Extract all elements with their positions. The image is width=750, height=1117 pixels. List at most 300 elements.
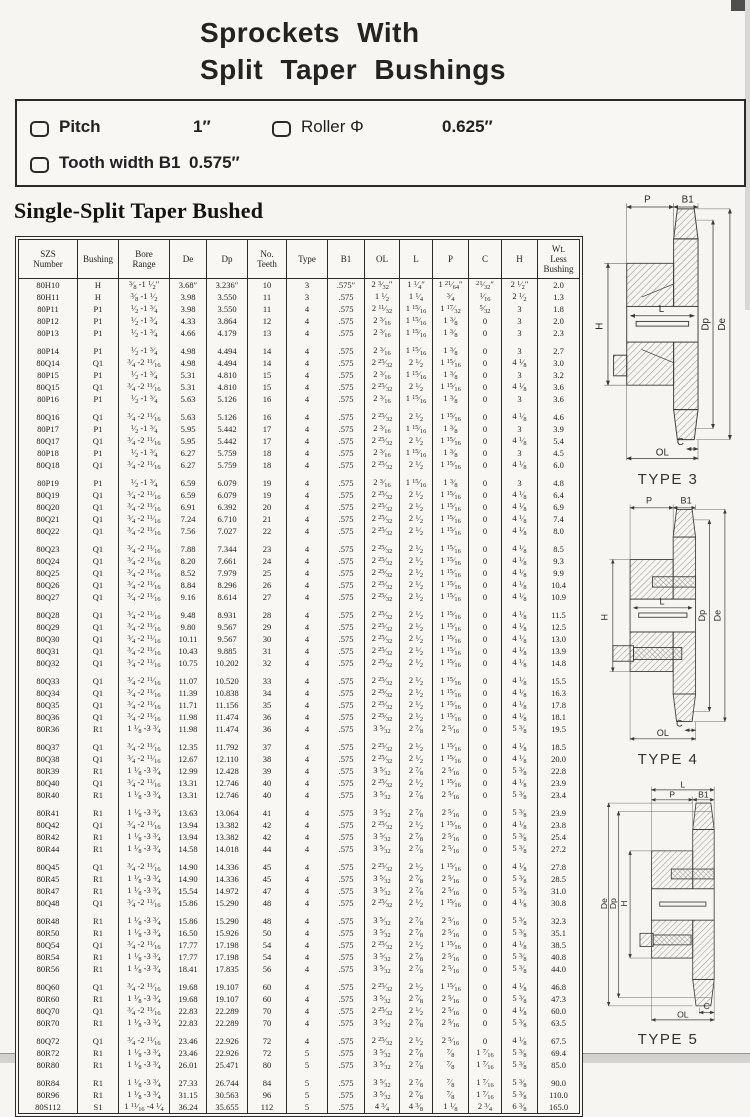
- table-cell: 0: [469, 963, 502, 975]
- table-cell: 2 1⁄2: [400, 543, 433, 555]
- table-cell: 0: [469, 699, 502, 711]
- table-cell: 14.336: [207, 861, 248, 873]
- table-cell: 70: [248, 1005, 287, 1017]
- table-cell: 13.63: [170, 807, 207, 819]
- table-cell: Q1: [78, 777, 119, 789]
- table-cell: 1 1⁄8 -3 3⁄4: [119, 1017, 170, 1029]
- table-cell: 3 5⁄32: [365, 831, 400, 843]
- table-cell: 20: [248, 501, 287, 513]
- table-row: [19, 567, 580, 579]
- table-cell: 80Q40: [36, 777, 60, 788]
- table-cell: 80P14: [37, 345, 59, 356]
- table-cell: 1.8: [538, 303, 580, 315]
- table-cell: 80Q42: [36, 819, 60, 830]
- table-cell: 5: [287, 1101, 328, 1114]
- table-cell: 2 1⁄2: [400, 819, 433, 831]
- table-cell: 0: [469, 411, 502, 423]
- table-cell: 80R47: [36, 885, 60, 896]
- table-cell: Q1: [78, 621, 119, 633]
- table-cell: 14.336: [207, 873, 248, 885]
- table-cell: 4.494: [207, 357, 248, 369]
- table-cell: 4 3⁄8: [400, 1101, 433, 1114]
- table-cell: 80: [248, 1059, 287, 1071]
- table-cell: $^1⁄_2$ -1 $^3⁄_4$: [119, 369, 170, 381]
- table-cell: 2 1⁄2: [400, 711, 433, 723]
- table-row: [19, 765, 580, 777]
- table-cell: 0: [469, 369, 502, 381]
- table-cell: 13.382: [207, 819, 248, 831]
- table-cell: 2 7⁄8: [400, 915, 433, 927]
- table-cell: 80P18: [37, 447, 59, 458]
- table-cell: 23.4: [538, 789, 580, 801]
- table-cell: Q1: [78, 459, 119, 471]
- table-cell: 1 15⁄16: [433, 489, 469, 501]
- table-cell: 1 $^{15}⁄_{16}$: [400, 327, 433, 339]
- table-cell: .575: [328, 1005, 365, 1017]
- table-cell: 1 1⁄8 -3 3⁄4: [119, 1047, 170, 1059]
- table-cell: 30: [248, 633, 287, 645]
- table-cell: 45: [248, 861, 287, 873]
- dim-label-de: De: [717, 317, 729, 331]
- column-header: H: [502, 240, 538, 279]
- table-cell: 6.0: [538, 459, 580, 471]
- table-cell: 1 $^1⁄_4''$: [400, 279, 433, 292]
- table-cell: 9.16: [170, 591, 207, 603]
- table-cell: .575: [328, 897, 365, 909]
- table-cell: 3.2: [538, 369, 580, 381]
- table-cell: 16: [248, 411, 287, 423]
- table-cell: 2 1⁄2: [400, 645, 433, 657]
- table-row: [19, 435, 580, 447]
- table-cell: 7.56: [170, 525, 207, 537]
- table-cell: 1 7⁄16: [469, 1077, 502, 1089]
- dim-label-c: C: [676, 718, 683, 729]
- table-cell: 4: [287, 873, 328, 885]
- table-row: [19, 381, 580, 393]
- table-row: [19, 279, 580, 292]
- table-cell: .575: [328, 831, 365, 843]
- table-cell: .575: [328, 477, 365, 489]
- table-cell: 13.94: [170, 819, 207, 831]
- table-cell: 3⁄4 -2 11⁄16: [119, 633, 170, 645]
- table-cell: 17.8: [538, 699, 580, 711]
- table-cell: $^3⁄_4$ -2 $^{11}⁄_{16}$: [119, 357, 170, 369]
- table-cell: 56: [248, 963, 287, 975]
- table-cell: 0: [469, 327, 502, 339]
- table-cell: 0: [469, 687, 502, 699]
- table-cell: 3⁄4 -2 11⁄16: [119, 1005, 170, 1017]
- table-cell: 46.8: [538, 981, 580, 993]
- table-row: [19, 393, 580, 405]
- dim-label-p: P: [646, 495, 653, 506]
- table-cell: 4 $^1⁄_8$: [502, 357, 538, 369]
- table-cell: 2 5⁄16: [433, 843, 469, 855]
- table-cell: 80Q33: [36, 675, 60, 686]
- table-cell: .575: [328, 789, 365, 801]
- diagram-caption: TYPE 5: [637, 1031, 699, 1048]
- table-cell: .575: [328, 765, 365, 777]
- table-cell: 22.926: [207, 1047, 248, 1059]
- table-cell: 11.792: [207, 741, 248, 753]
- table-row: [19, 657, 580, 669]
- table-cell: 2.7: [538, 345, 580, 357]
- table-cell: 36: [248, 711, 287, 723]
- table-cell: 112: [248, 1101, 287, 1114]
- table-cell: 2 7⁄8: [400, 927, 433, 939]
- table-cell: $^1⁄_2$ -1 $^3⁄_4$: [119, 327, 170, 339]
- table-cell: 17.198: [207, 951, 248, 963]
- table-cell: 32.3: [538, 915, 580, 927]
- table-cell: 80Q14: [36, 357, 60, 368]
- table-cell: 4.810: [207, 369, 248, 381]
- table-cell: R1: [78, 1077, 119, 1089]
- table-cell: 0: [469, 591, 502, 603]
- table-cell: Q1: [78, 411, 119, 423]
- table-cell: 14.018: [207, 843, 248, 855]
- table-cell: 5 3⁄8: [502, 993, 538, 1005]
- table-cell: 2 $^{25}⁄_{32}$: [365, 357, 400, 369]
- table-cell: 2 3⁄16: [365, 447, 400, 459]
- table-cell: 1 3⁄8: [433, 393, 469, 405]
- table-cell: 3⁄4 -2 11⁄16: [119, 579, 170, 591]
- table-cell: 2 25⁄32: [365, 1005, 400, 1017]
- table-cell: 4 1⁄8: [502, 555, 538, 567]
- table-cell: .575: [328, 513, 365, 525]
- table-cell: $^1⁄_2$ -1 $^3⁄_4$: [119, 315, 170, 327]
- table-cell: 4.98: [170, 357, 207, 369]
- page-title-line1: Sprockets With: [200, 17, 420, 48]
- table-row: [19, 633, 580, 645]
- table-cell: 2.3: [538, 327, 580, 339]
- table-cell: 0: [469, 579, 502, 591]
- table-cell: 17.835: [207, 963, 248, 975]
- table-cell: 1 15⁄16: [433, 567, 469, 579]
- table-cell: .575: [328, 1017, 365, 1029]
- table-cell: R1: [78, 993, 119, 1005]
- table-cell: 5: [287, 1047, 328, 1059]
- table-cell: 11.474: [207, 711, 248, 723]
- table-cell: 0: [469, 753, 502, 765]
- table-cell: 12.110: [207, 753, 248, 765]
- table-cell: .575: [328, 741, 365, 753]
- table-cell: 5: [287, 1059, 328, 1071]
- table-cell: 21: [248, 513, 287, 525]
- table-cell: 11.39: [170, 687, 207, 699]
- table-cell: 80P12: [37, 315, 59, 326]
- table-cell: 2 1⁄2: [400, 411, 433, 423]
- table-cell: 4.66: [170, 327, 207, 339]
- table-cell: 45: [248, 873, 287, 885]
- table-cell: 37: [248, 741, 287, 753]
- table-cell: 5 3⁄8: [502, 1059, 538, 1071]
- table-cell: 7.661: [207, 555, 248, 567]
- table-cell: 4: [287, 753, 328, 765]
- table-cell: 0: [469, 939, 502, 951]
- table-cell: 4: [287, 699, 328, 711]
- table-cell: 19.68: [170, 993, 207, 1005]
- table-cell: 14.972: [207, 885, 248, 897]
- table-cell: 2 25⁄32: [365, 513, 400, 525]
- table-cell: 15.54: [170, 885, 207, 897]
- table-cell: 80P15: [37, 369, 59, 380]
- table-cell: 2 5⁄16: [433, 1035, 469, 1047]
- table-cell: $^3⁄_4$: [433, 291, 469, 303]
- table-cell: 4 1⁄8: [502, 897, 538, 909]
- table-cell: 10.9: [538, 591, 580, 603]
- table-cell: 6.4: [538, 489, 580, 501]
- table-cell: 7⁄8: [433, 1047, 469, 1059]
- table-cell: 3⁄4 -2 11⁄16: [119, 567, 170, 579]
- table-cell: 3 5⁄32: [365, 873, 400, 885]
- table-cell: Q1: [78, 981, 119, 993]
- table-cell: 4: [287, 789, 328, 801]
- table-cell: .575: [328, 435, 365, 447]
- table-cell: 10.202: [207, 657, 248, 669]
- table-cell: 38.5: [538, 939, 580, 951]
- table-row: [19, 861, 580, 873]
- table-cell: 1 15⁄16: [433, 645, 469, 657]
- diagram-type-4: [586, 494, 750, 768]
- table-cell: 16: [248, 393, 287, 405]
- table-cell: 2 1⁄2: [400, 555, 433, 567]
- table-cell: 2 1⁄2: [400, 609, 433, 621]
- table-cell: 3.98: [170, 291, 207, 303]
- table-cell: 3: [502, 477, 538, 489]
- table-row: [19, 699, 580, 711]
- table-cell: 9.9: [538, 567, 580, 579]
- table-cell: 8.0: [538, 525, 580, 537]
- table-cell: 12.746: [207, 777, 248, 789]
- table-cell: 48: [248, 897, 287, 909]
- table-cell: 5 3⁄8: [502, 1047, 538, 1059]
- table-cell: 3⁄4 -2 11⁄16: [119, 687, 170, 699]
- table-cell: 80Q18: [36, 459, 60, 470]
- table-cell: 1 3⁄8: [433, 477, 469, 489]
- table-cell: 3.864: [207, 315, 248, 327]
- table-cell: .575: [328, 657, 365, 669]
- table-cell: 2 25⁄32: [365, 435, 400, 447]
- table-cell: 6.9: [538, 501, 580, 513]
- table-cell: R1: [78, 927, 119, 939]
- table-cell: 12.99: [170, 765, 207, 777]
- table-cell: 80R60: [36, 993, 60, 1004]
- table-cell: 4 1⁄8: [502, 609, 538, 621]
- table-cell: 15.5: [538, 675, 580, 687]
- table-cell: 2 $^3⁄_{16}$: [365, 315, 400, 327]
- dim-label-b1: B1: [680, 495, 692, 506]
- table-cell: 1 15⁄16: [433, 711, 469, 723]
- table-cell: .575: [328, 963, 365, 975]
- table-cell: 0: [469, 393, 502, 405]
- table-cell: 14.90: [170, 873, 207, 885]
- table-cell: 1 1⁄8 -3 3⁄4: [119, 873, 170, 885]
- table-cell: .575: [328, 951, 365, 963]
- table-cell: 1 1⁄8 -3 3⁄4: [119, 789, 170, 801]
- table-row: [19, 1017, 580, 1029]
- table-cell: 80Q70: [36, 1005, 60, 1016]
- table-cell: 80Q30: [36, 633, 60, 644]
- table-cell: 2 25⁄32: [365, 591, 400, 603]
- table-cell: 80R72: [36, 1047, 60, 1058]
- table-cell: 15: [248, 381, 287, 393]
- table-cell: 5.759: [207, 447, 248, 459]
- table-cell: 11.5: [538, 609, 580, 621]
- table-cell: .575: [328, 381, 365, 393]
- table-cell: 18.41: [170, 963, 207, 975]
- table-cell: Q1: [78, 543, 119, 555]
- table-cell: 4: [287, 303, 328, 315]
- table-cell: 5 3⁄8: [502, 927, 538, 939]
- table-cell: $^1⁄_{16}$: [469, 291, 502, 303]
- sprocket-table-frame: [15, 236, 583, 1117]
- table-cell: 19.107: [207, 981, 248, 993]
- table-cell: 4: [287, 1005, 328, 1017]
- table-cell: 6 3⁄8: [502, 1101, 538, 1114]
- table-cell: $^3⁄_8$ -1 $^1⁄_2$: [119, 291, 170, 303]
- table-cell: .575: [328, 543, 365, 555]
- table-cell: 2 1⁄2: [400, 657, 433, 669]
- table-cell: 5 3⁄8: [502, 873, 538, 885]
- table-cell: P1: [78, 315, 119, 327]
- table-cell: .575: [328, 861, 365, 873]
- table-cell: 13.382: [207, 831, 248, 843]
- table-cell: 2 25⁄32: [365, 543, 400, 555]
- table-cell: 3⁄4 -2 11⁄16: [119, 435, 170, 447]
- table-cell: 80Q19: [36, 489, 60, 500]
- table-cell: 2 $^{11}⁄_{32}$: [365, 303, 400, 315]
- table-cell: Q1: [78, 675, 119, 687]
- table-cell: .575: [328, 1077, 365, 1089]
- table-cell: .575: [328, 711, 365, 723]
- table-cell: 1 1⁄8 -3 3⁄4: [119, 885, 170, 897]
- table-cell: 4: [287, 765, 328, 777]
- table-cell: 10: [248, 279, 287, 292]
- table-cell: 4: [287, 411, 328, 423]
- table-cell: 2 3⁄4: [469, 1101, 502, 1114]
- table-cell: 80H11: [36, 291, 60, 302]
- table-cell: 2 25⁄32: [365, 711, 400, 723]
- table-cell: 32: [248, 657, 287, 669]
- table-cell: 23.46: [170, 1035, 207, 1047]
- table-cell: 2 25⁄32: [365, 657, 400, 669]
- table-cell: 8.52: [170, 567, 207, 579]
- table-cell: 0: [469, 477, 502, 489]
- table-cell: 4 1⁄8: [502, 657, 538, 669]
- table-cell: 0: [469, 675, 502, 687]
- table-cell: 8.5: [538, 543, 580, 555]
- table-cell: Q1: [78, 609, 119, 621]
- table-cell: 11.71: [170, 699, 207, 711]
- dim-label-b1: B1: [681, 194, 694, 206]
- table-cell: 23: [248, 543, 287, 555]
- table-cell: 5.63: [170, 411, 207, 423]
- table-cell: 7.88: [170, 543, 207, 555]
- table-cell: 5 3⁄8: [502, 963, 538, 975]
- table-cell: 41: [248, 807, 287, 819]
- table-cell: 5.31: [170, 381, 207, 393]
- table-cell: 18: [248, 447, 287, 459]
- table-cell: R1: [78, 843, 119, 855]
- column-header: L: [400, 240, 433, 279]
- table-cell: 80Q24: [36, 555, 60, 566]
- table-cell: .575: [328, 843, 365, 855]
- table-row: [19, 753, 580, 765]
- table-cell: .575: [328, 459, 365, 471]
- table-cell: 1 7⁄16: [469, 1047, 502, 1059]
- table-cell: 80Q17: [36, 435, 60, 446]
- table-cell: 3⁄4 -2 11⁄16: [119, 645, 170, 657]
- sprocket-table: [18, 239, 580, 1114]
- table-cell: 2 1⁄2: [400, 699, 433, 711]
- table-cell: 80R56: [36, 963, 60, 974]
- table-cell: 1 15⁄16: [433, 939, 469, 951]
- table-row: [19, 543, 580, 555]
- table-cell: 4: [287, 885, 328, 897]
- table-cell: 4: [287, 345, 328, 357]
- table-cell: 4.8: [538, 477, 580, 489]
- table-cell: .575: [328, 591, 365, 603]
- dim-label-l: L: [658, 304, 665, 316]
- table-cell: 0: [469, 657, 502, 669]
- table-cell: .575: [328, 621, 365, 633]
- table-cell: 1 15⁄16: [433, 513, 469, 525]
- table-cell: 40: [248, 789, 287, 801]
- table-cell: 0: [469, 885, 502, 897]
- table-row: [19, 807, 580, 819]
- table-cell: 15.86: [170, 897, 207, 909]
- table-cell: 4 1⁄8: [502, 1005, 538, 1017]
- table-cell: 3⁄4 -2 11⁄16: [119, 861, 170, 873]
- table-cell: 8.84: [170, 579, 207, 591]
- table-cell: 4: [287, 687, 328, 699]
- table-cell: Q1: [78, 633, 119, 645]
- table-cell: 4: [287, 513, 328, 525]
- dim-label-dp: Dp: [608, 898, 619, 910]
- table-cell: 8.931: [207, 609, 248, 621]
- table-cell: 2 25⁄32: [365, 741, 400, 753]
- table-cell: 5 3⁄8: [502, 1077, 538, 1089]
- table-row: [19, 555, 580, 567]
- table-cell: 4: [287, 543, 328, 555]
- table-cell: 3 5⁄32: [365, 1077, 400, 1089]
- table-cell: 6.59: [170, 477, 207, 489]
- table-cell: 34: [248, 687, 287, 699]
- table-cell: 5.442: [207, 423, 248, 435]
- table-cell: 80P13: [37, 327, 59, 338]
- table-cell: 18.5: [538, 741, 580, 753]
- table-cell: 80Q26: [36, 579, 60, 590]
- table-cell: 80Q72: [36, 1035, 60, 1046]
- table-row: [19, 777, 580, 789]
- table-cell: 0: [469, 633, 502, 645]
- table-cell: .575: [328, 993, 365, 1005]
- table-cell: .575: [328, 555, 365, 567]
- table-cell: 3⁄4 -2 11⁄16: [119, 591, 170, 603]
- table-cell: 3 5⁄32: [365, 789, 400, 801]
- table-cell: 17: [248, 423, 287, 435]
- table-cell: 3⁄4 -2 11⁄16: [119, 675, 170, 687]
- table-cell: Q1: [78, 501, 119, 513]
- table-cell: 14.58: [170, 843, 207, 855]
- table-cell: 1.3: [538, 291, 580, 303]
- table-row: [19, 1077, 580, 1089]
- table-cell: 11.474: [207, 723, 248, 735]
- table-cell: 4: [287, 501, 328, 513]
- table-cell: 3: [502, 393, 538, 405]
- table-cell: 80Q31: [36, 645, 60, 656]
- table-cell: 3.550: [207, 291, 248, 303]
- table-cell: 1 15⁄16: [433, 753, 469, 765]
